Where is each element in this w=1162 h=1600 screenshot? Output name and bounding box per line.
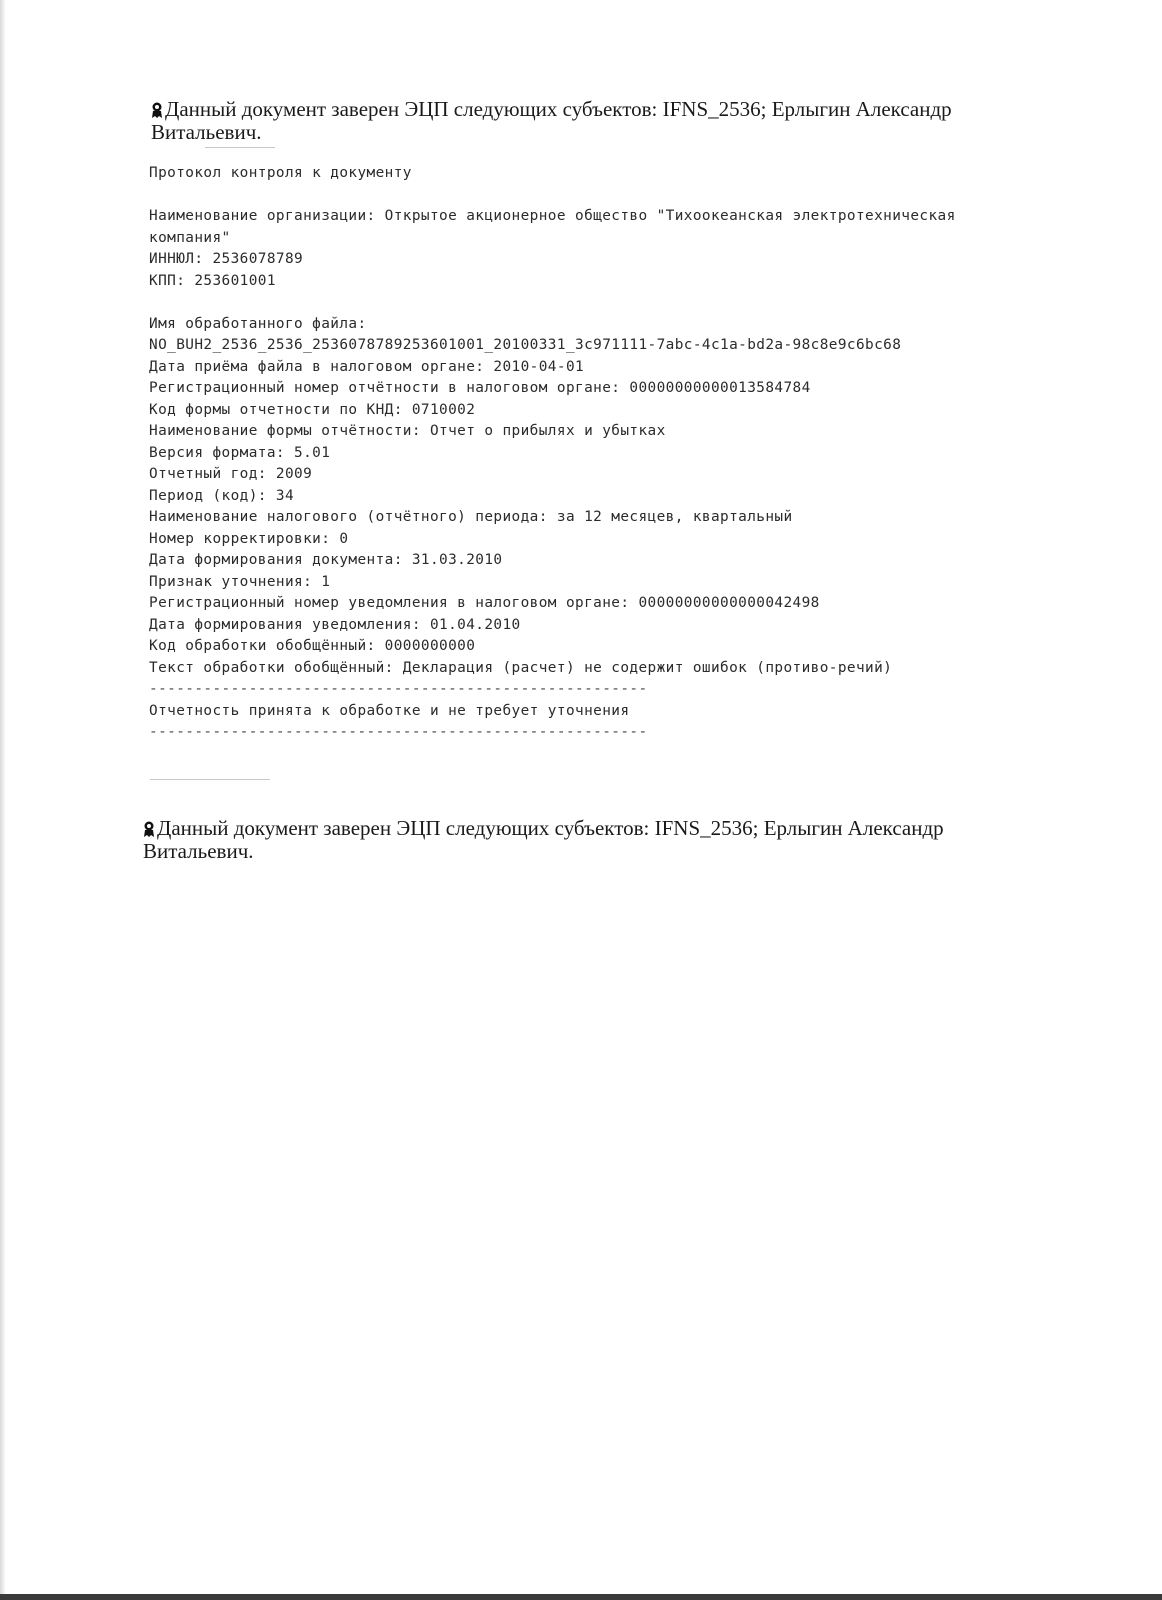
scan-artifact [205, 147, 275, 148]
signature-stamp-bottom [143, 817, 1033, 863]
protocol-field: Признак уточнения: 1 [149, 573, 331, 590]
protocol-field: Дата формирования документа: 31.03.2010 [149, 552, 503, 568]
kpp-field: КПП: 253601001 [149, 272, 276, 289]
signature-stamp-text: Данный документ заверен ЭЦП следующих субъектов: IFNS_2536; Ерлыгин Александр Витальевич. [143, 816, 944, 863]
signature-stamp-text: Данный документ заверен ЭЦП следующих субъектов: IFNS_2536; Ерлыгин Александр Витальевич. [151, 97, 952, 144]
protocol-field: Код обработки обобщённый: 0000000000 [149, 638, 476, 654]
scan-artifact [150, 779, 270, 780]
result-text: Отчетность принята к обработке и не требует уточнения [149, 702, 630, 719]
signature-stamp-top [151, 98, 1041, 144]
seal-icon [151, 102, 163, 118]
protocol-field: Регистрационный номер уведомления в налоговом органе: 00000000000000042498 [149, 595, 820, 611]
scan-edge-bottom [0, 1594, 1162, 1600]
protocol-field: Период (код): 34 [149, 487, 295, 504]
file-name: NO_BUH2_2536_2536_2536078789253601001_20100331_3c971111-7abc-4c1a-bd2a-98c8e9c6bc68 [149, 337, 902, 353]
summary-text: Текст обработки обобщённый: Декларация (расчет) не содержит ошибок (противо-речий) [149, 659, 893, 676]
protocol-field: Дата приёма файла в налоговом органе: 2010-04-01 [149, 358, 585, 375]
protocol-field: Код формы отчетности по КНД: 0710002 [149, 401, 476, 418]
protocol-field: Номер корректировки: 0 [149, 530, 349, 547]
file-name-label: Имя обработанного файла: [149, 315, 367, 332]
separator-line: ------------------------------------------------------- [149, 724, 648, 740]
scan-edge-left [0, 0, 6, 1600]
protocol-field: Версия формата: 5.01 [149, 444, 331, 461]
protocol-field: Регистрационный номер отчётности в налоговом органе: 00000000000013584784 [149, 380, 811, 396]
protocol-field: Наименование налогового (отчётного) периода: за 12 месяцев, квартальный [149, 509, 793, 525]
organization-name: Наименование организации: Открытое акционерное общество "Тихоокеанская электротехническая компания" [149, 208, 965, 246]
protocol-title: Протокол контроля к документу [149, 165, 412, 181]
separator-line: ------------------------------------------------------- [149, 681, 648, 697]
seal-icon [143, 821, 155, 837]
protocol-field: Дата формирования уведомления: 01.04.2010 [149, 616, 521, 633]
inn-field: ИННЮЛ: 2536078789 [149, 251, 304, 267]
protocol-field: Наименование формы отчётности: Отчет о прибылях и убытках [149, 423, 666, 439]
control-protocol [149, 163, 1029, 744]
protocol-field: Отчетный год: 2009 [149, 466, 313, 482]
